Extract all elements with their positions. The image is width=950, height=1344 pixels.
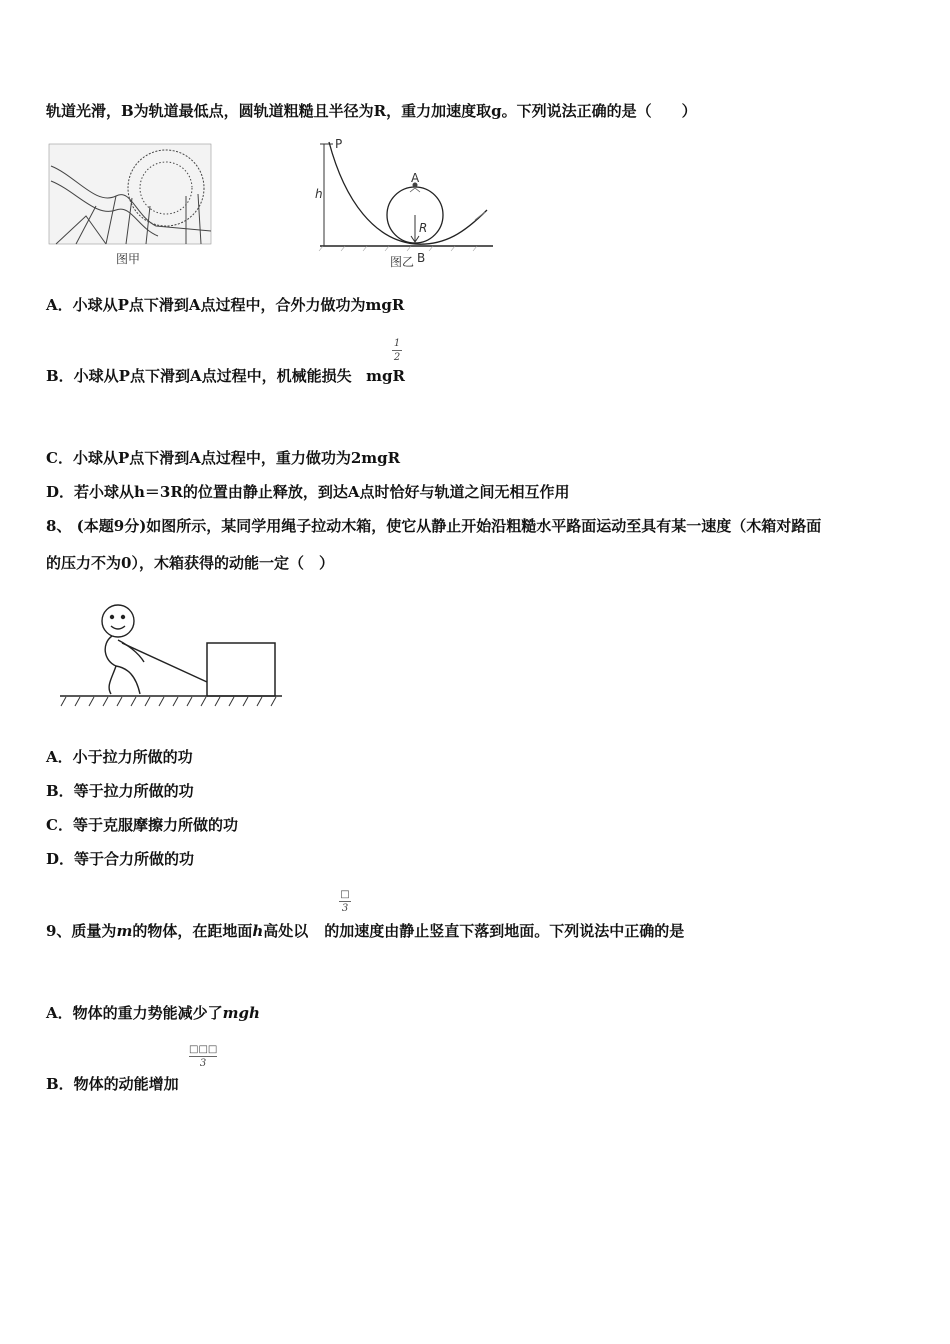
fraction-numerator: □ [340, 889, 350, 900]
q9-option-a-var: mgh [222, 1004, 260, 1022]
q7-stem: 轨道光滑，B为轨道最低点，圆轨道粗糙且半径为R，重力加速度取g。下列说法正确的是（ ） [46, 102, 697, 120]
q9-option-a [46, 1002, 260, 1024]
q7-option-d: D．若小球从h＝3R的位置由静止释放，到达A点时恰好与轨道之间无相互作用 [46, 483, 570, 501]
q7-option-c: C．小球从P点下滑到A点过程中，重力做功为2mgR [46, 449, 401, 467]
q9-var-m: m [116, 922, 133, 940]
q9-stem-mid: 的物体，在距地面 [132, 922, 253, 940]
q9-option-a-text: A．物体的重力势能减少了 [46, 1004, 223, 1022]
q8-stem-line1: 8、 (本题9分)如图所示，某同学用绳子拉动木箱，使它从静止开始沿粗糙水平路面运动至具有某一速度（木箱对路面 [46, 517, 822, 535]
q7-label-h: h [315, 187, 323, 201]
q8-stem-line2: 的压力不为0），木箱获得的动能一定（ ） [46, 554, 334, 572]
q9-option-b-fraction [189, 1044, 217, 1069]
q9-option-b: B．物体的动能增加 [46, 1075, 179, 1093]
q7-option-b-fraction [392, 338, 402, 363]
q7-fig-left-caption: 图甲 [116, 252, 141, 266]
q9-stem-post: 的加速度由静止竖直下落到地面。下列说法中正确的是 [324, 922, 685, 940]
q9-stem [46, 920, 684, 942]
q9-var-h: h [252, 922, 264, 940]
q8-option-c: C．等于克服摩擦力所做的功 [46, 816, 238, 834]
q7-label-P: P [335, 137, 343, 151]
q7-option-b-text: B．小球从P点下滑到A点过程中，机械能损失 [46, 367, 352, 385]
q9-fraction [339, 889, 351, 914]
q9-stem-pre: 9、质量为 [46, 922, 117, 940]
q9-stem-mid2: 高处以 [263, 922, 309, 940]
q8-option-d: D．等于合力所做的功 [46, 850, 195, 868]
q7-label-R: R [419, 221, 428, 235]
q8-figure [56, 596, 291, 724]
q7-option-b-tail: mgR [366, 367, 405, 385]
q7-label-B: B [417, 251, 426, 265]
fraction-denominator: 2 [393, 352, 401, 363]
fraction-numerator: 1 [393, 338, 401, 349]
q7-label-A: A [411, 171, 420, 185]
q7-fig-right-caption: 图乙 [390, 255, 415, 269]
q8-option-b: B．等于拉力所做的功 [46, 782, 194, 800]
fraction-numerator: □□□ [189, 1044, 218, 1055]
q7-figure-left [46, 136, 221, 271]
q7-option-a: A．小球从P点下滑到A点过程中，合外力做功为mgR [46, 296, 405, 314]
fraction-denominator: 3 [199, 1058, 207, 1069]
fraction-denominator: 3 [341, 903, 349, 914]
q7-figure-right [315, 132, 500, 274]
q8-option-a: A．小于拉力所做的功 [46, 748, 193, 766]
q7-option-b [46, 365, 405, 387]
